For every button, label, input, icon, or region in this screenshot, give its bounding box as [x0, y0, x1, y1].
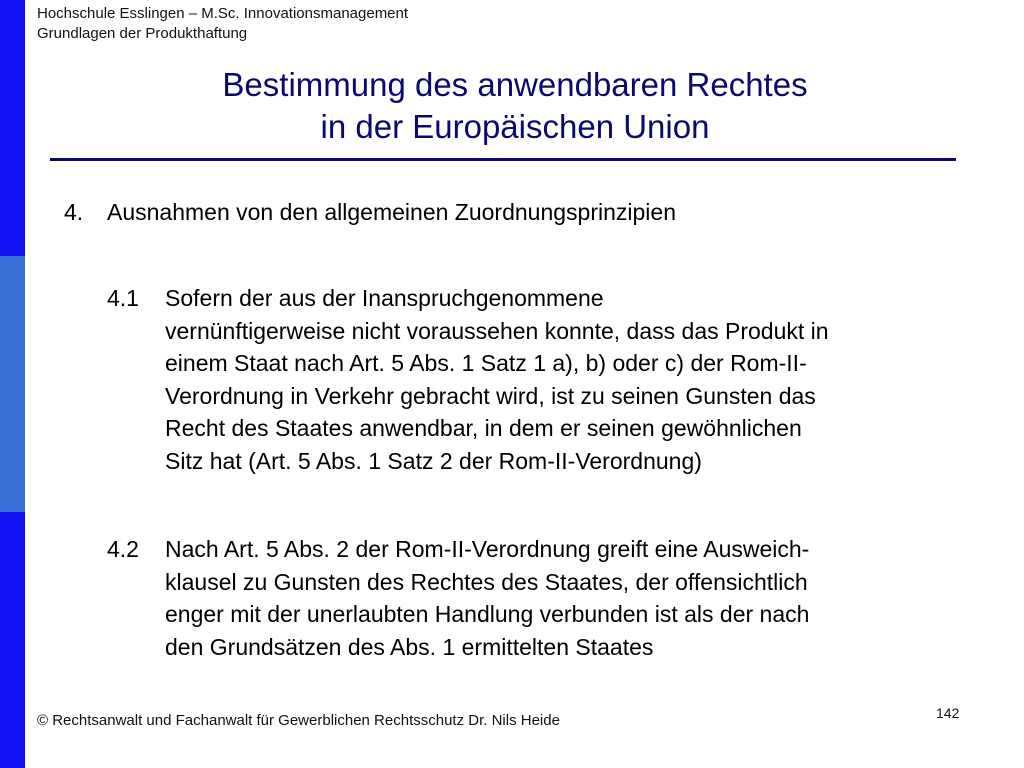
item-line: einem Staat nach Art. 5 Abs. 1 Satz 1 a), b) oder c) der Rom-II-	[165, 350, 807, 376]
page-number: 142	[936, 705, 960, 721]
section-heading: Ausnahmen von den allgemeinen Zuordnungsprinzipien	[107, 199, 676, 225]
slide-title	[80, 64, 950, 148]
left-accent-bar-middle	[0, 256, 25, 512]
item-line: Sitz hat (Art. 5 Abs. 1 Satz 2 der Rom-II-Verordnung)	[165, 447, 702, 474]
item-number-4-1: 4.1	[107, 285, 139, 311]
footer-copyright: © Rechtsanwalt und Fachanwalt für Gewerblichen Rechtsschutz Dr. Nils Heide	[37, 712, 560, 729]
item-line: den Grundsätzen des Abs. 1 ermittelten Staates	[165, 633, 654, 660]
title-line-2: in der Europäischen Union	[320, 108, 710, 145]
item-line: Nach Art. 5 Abs. 2 der Rom-II-Verordnung greift eine Ausweich-	[165, 536, 810, 562]
item-line: Sofern der aus der Inanspruchgenommene	[165, 285, 604, 311]
item-line: klausel zu Gunsten des Rechtes des Staates, der offensichtlich	[165, 568, 808, 595]
item-text-4-2	[165, 533, 995, 663]
section-number: 4.	[64, 199, 84, 225]
item-line: Recht des Staates anwendbar, in dem er seinen gewöhnlichen	[165, 415, 802, 441]
item-line: enger mit der unerlaubten Handlung verbunden ist als der nach	[165, 601, 810, 627]
header-institution: Hochschule Esslingen – M.Sc. Innovationsmanagement	[37, 5, 409, 22]
header-course: Grundlagen der Produkthaftung	[37, 25, 248, 42]
title-line-1: Bestimmung des anwendbaren Rechtes	[222, 66, 808, 103]
item-number-4-2: 4.2	[107, 536, 139, 562]
item-line: Verordnung in Verkehr gebracht wird, ist zu seinen Gunsten das	[165, 382, 816, 409]
item-text-4-1	[165, 282, 995, 477]
slide-header	[37, 4, 408, 44]
title-underline	[50, 158, 956, 161]
left-accent-bar-bottom	[0, 512, 25, 768]
item-line: vernünftigerweise nicht voraussehen konnte, dass das Produkt in	[165, 317, 829, 344]
left-accent-bar-top	[0, 0, 25, 256]
